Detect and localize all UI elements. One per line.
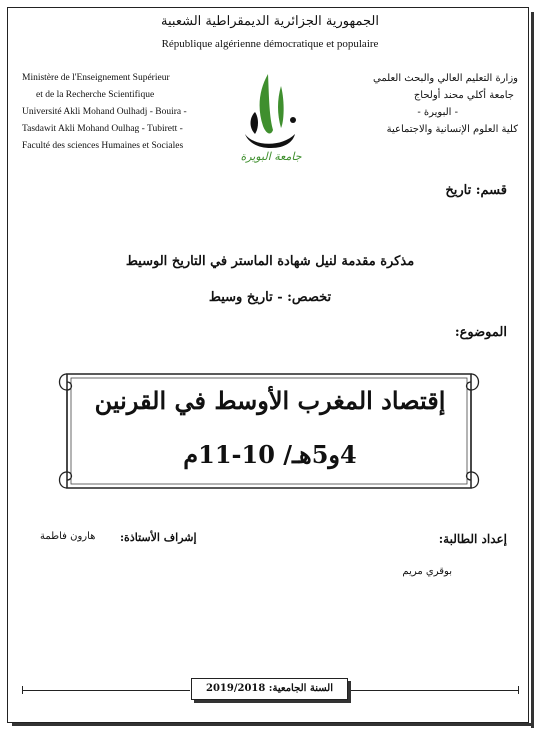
university-kabyle-line: Tasdawit Akli Mohand Oulhag - Tubirett - bbox=[22, 124, 183, 134]
title-scroll-frame bbox=[55, 360, 485, 500]
faculty-line: Faculté des sciences Humaines et Sociales bbox=[22, 141, 184, 151]
thesis-title-line-2: 4و5هـ/ 10-11م bbox=[183, 440, 357, 469]
faculty-line-ar: كلية العلوم الإنسانية والاجتماعية bbox=[386, 124, 518, 135]
republic-title-french: République algérienne démocratique et populaire bbox=[161, 38, 379, 50]
specialty-label: تخصص: - تاريخ وسيط bbox=[208, 290, 332, 305]
logo-caption: جامعة البويرة bbox=[240, 150, 302, 163]
subject-label: الموضوع: bbox=[454, 325, 507, 340]
year-divider-left-tick bbox=[22, 686, 23, 694]
memo-description: مذكرة مقدمة لنيل شهادة الماستر في التاريخ الوسيط bbox=[125, 254, 415, 269]
ministry-line: Ministère de l'Enseignement Supérieur bbox=[22, 73, 170, 83]
supervisor-name: هارون فاطمة bbox=[40, 531, 96, 542]
year-divider-right-tick bbox=[518, 686, 519, 694]
academic-year-box: السنة الجامعية: 2019/2018 bbox=[191, 678, 348, 700]
department-label: قسم: تاريخ bbox=[445, 183, 507, 198]
page-shadow-right bbox=[531, 12, 534, 728]
thesis-title-line-1: إقتصاد المغرب الأوسط في القرنين bbox=[94, 386, 446, 415]
ministry-block-french bbox=[22, 70, 222, 155]
supervisor-label: إشراف الأستاذة: bbox=[120, 531, 197, 544]
year-divider-left bbox=[22, 690, 190, 691]
university-line-ar: جامعة أكلي محند أولحاج bbox=[413, 90, 514, 101]
student-name: بوقري مريم bbox=[402, 566, 452, 577]
university-logo bbox=[235, 72, 307, 164]
research-line: et de la Recherche Scientifique bbox=[36, 90, 155, 100]
ministry-block-arabic bbox=[348, 70, 518, 138]
city-line-ar: - البويرة - bbox=[417, 107, 458, 118]
year-divider-right bbox=[349, 690, 519, 691]
page-shadow-bottom bbox=[12, 723, 534, 726]
university-line: Université Akli Mohand Oulhadj - Bouira - bbox=[22, 107, 187, 117]
republic-title-arabic: الجمهورية الجزائرية الديمقراطية الشعبية bbox=[161, 14, 379, 29]
ministry-line-ar: وزارة التعليم العالي والبحث العلمي bbox=[373, 73, 518, 84]
prepared-by-label: إعداد الطالبة: bbox=[438, 532, 507, 546]
